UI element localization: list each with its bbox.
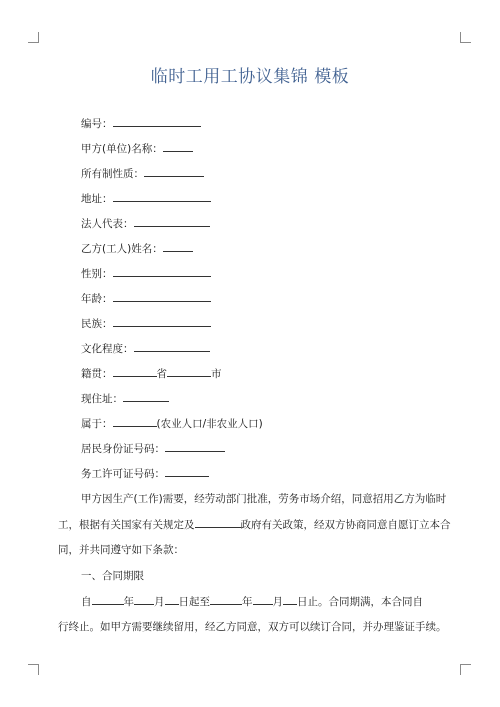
field-ethnicity-label: 民族： [81, 318, 113, 330]
field-ownership-blank[interactable] [144, 166, 204, 177]
field-residence-blank[interactable] [123, 391, 169, 402]
field-party-a-name-blank[interactable] [163, 141, 193, 152]
field-address [81, 191, 211, 206]
start-month-label: 月 [154, 596, 165, 608]
field-id-number-label: 居民身份证号码： [81, 443, 165, 455]
field-number-label: 编号： [81, 118, 113, 130]
field-number [81, 116, 201, 131]
end-day-label: 日止。合同期满，本合同自 [297, 596, 423, 608]
paragraph-2-line-2: 行终止。如甲方需要继续留用，经乙方同意，双方可以续订合同，并办理鉴证手续。 [58, 621, 447, 633]
field-belongs-to-label: 属于： [81, 418, 113, 430]
field-belongs-to-blank[interactable] [113, 416, 157, 427]
document-title: 临时工用工协议集锦 模板 [150, 67, 350, 87]
end-year-blank[interactable] [210, 594, 242, 605]
field-party-b-name-label: 乙方(工人)姓名： [81, 243, 163, 255]
field-age [81, 291, 211, 306]
paragraph-2-line-1 [81, 594, 466, 609]
field-ethnicity [81, 316, 211, 331]
field-education-blank[interactable] [134, 341, 210, 352]
field-address-blank[interactable] [113, 191, 211, 202]
field-ownership [81, 166, 204, 181]
field-education [81, 341, 210, 356]
belongs-options: (农业人口/非农业人口) [156, 418, 263, 430]
field-id-number-blank[interactable] [165, 441, 225, 452]
end-day-blank[interactable] [283, 594, 297, 605]
start-day-blank[interactable] [165, 594, 179, 605]
crop-mark-bottom-left [28, 664, 39, 675]
crop-mark-bottom-right [460, 664, 471, 675]
field-residence [81, 391, 169, 406]
section-heading-contract-term: 一、合同期限 [81, 570, 144, 582]
start-month-blank[interactable] [134, 594, 154, 605]
field-id-number [81, 441, 225, 456]
paragraph-1-line-1: 甲方因生产(工作)需要，经劳动部门批准，劳务市场介绍，同意招用乙方为临时 [81, 493, 447, 505]
end-year-label: 年 [242, 596, 253, 608]
paragraph-1-line-2 [58, 517, 451, 532]
field-legal-rep-label: 法人代表： [81, 218, 134, 230]
field-native-place-label: 籍贯： [81, 368, 113, 380]
field-party-b-name-blank[interactable] [163, 241, 193, 252]
field-age-label: 年龄： [81, 293, 113, 305]
start-year-blank[interactable] [92, 594, 124, 605]
field-party-a-name-label: 甲方(单位)名称： [81, 143, 163, 155]
field-party-a-name [81, 141, 193, 156]
city-label: 市 [211, 368, 222, 380]
field-belongs-to [81, 416, 263, 431]
start-year-label: 年 [123, 596, 134, 608]
province-label: 省 [156, 368, 167, 380]
start-day-label: 日起至 [178, 596, 210, 608]
field-age-blank[interactable] [113, 291, 211, 302]
field-province-blank[interactable] [113, 366, 157, 377]
field-native-place [81, 366, 222, 381]
field-gender-blank[interactable] [113, 266, 211, 277]
field-legal-rep-blank[interactable] [134, 216, 210, 227]
field-gender [81, 266, 211, 281]
paragraph-1-line-2-a: 工，根据有关国家有关规定及 [58, 519, 195, 531]
field-legal-rep [81, 216, 210, 231]
crop-mark-top-right [460, 32, 471, 43]
field-address-label: 地址： [81, 193, 113, 205]
field-gender-label: 性别： [81, 268, 113, 280]
term-from-label: 自 [81, 596, 92, 608]
crop-mark-top-left [28, 32, 39, 43]
end-month-blank[interactable] [253, 594, 273, 605]
field-party-b-name [81, 241, 193, 256]
field-number-blank[interactable] [113, 116, 201, 127]
field-ethnicity-blank[interactable] [113, 316, 211, 327]
field-city-blank[interactable] [167, 366, 211, 377]
field-education-label: 文化程度： [81, 343, 134, 355]
field-work-permit-blank[interactable] [165, 466, 209, 477]
field-ownership-label: 所有制性质： [81, 168, 144, 180]
field-work-permit-label: 务工许可证号码： [81, 468, 165, 480]
end-month-label: 月 [272, 596, 283, 608]
paragraph-1-line-3: 同，并共同遵守如下条款： [58, 544, 184, 556]
field-residence-label: 现住址： [81, 393, 123, 405]
government-blank[interactable] [195, 517, 241, 528]
field-work-permit [81, 466, 209, 481]
paragraph-1-line-2-b: 政府有关政策，经双方协商同意自愿订立本合 [240, 519, 451, 531]
